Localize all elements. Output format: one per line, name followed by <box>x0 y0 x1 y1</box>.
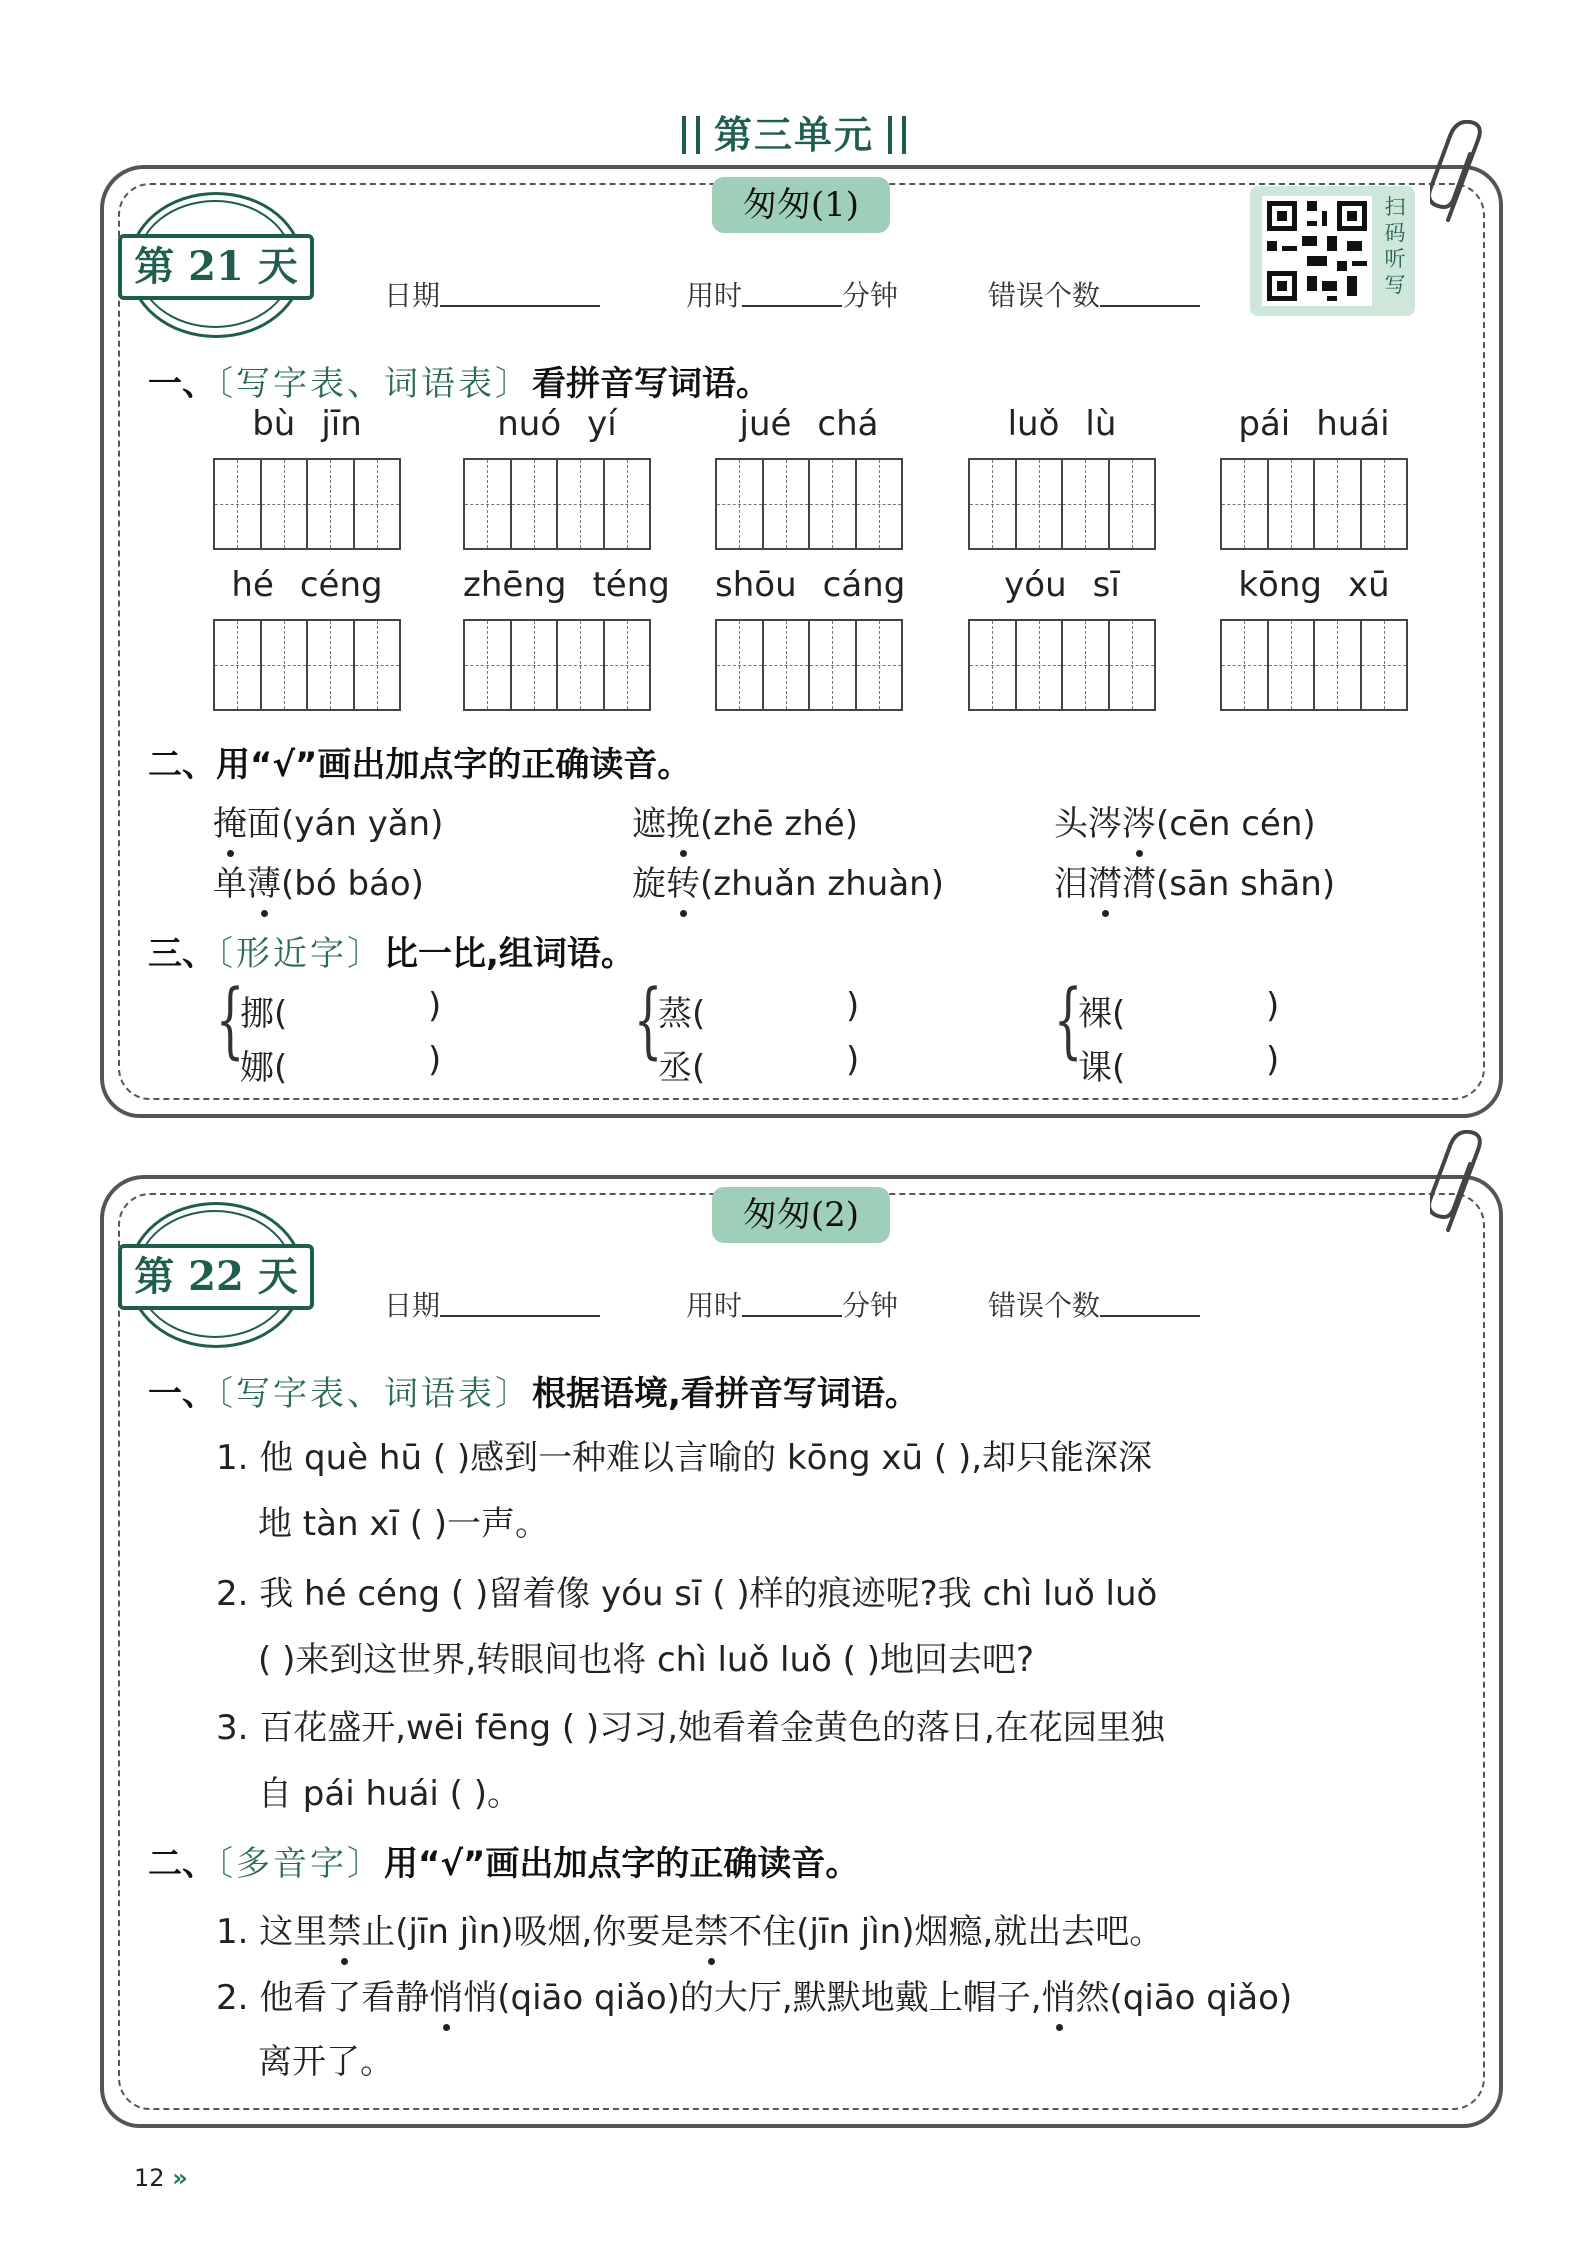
question-tag: 〔写字表、词语表〕 <box>216 364 532 404</box>
writing-grid[interactable] <box>463 619 651 711</box>
choice-text: (cēn cén) <box>1156 804 1316 844</box>
grid-cell[interactable] <box>1017 460 1064 548</box>
chevron-right-icon: » <box>172 2164 188 2192</box>
pinyin-label <box>213 565 401 605</box>
sentence-text: 止(jīn jìn)吸烟,你要是 <box>361 1912 695 1952</box>
context-line: 2. 我 hé céng ( )留着像 yóu sī ( )样的痕迹呢?我 chì luǒ luǒ <box>216 1574 1158 1614</box>
choice-text: 泪 <box>1054 864 1088 904</box>
context-line: 自 pái huái ( )。 <box>258 1774 522 1814</box>
pinyin-syllable: jué <box>739 404 792 444</box>
grid-cell[interactable] <box>558 621 605 709</box>
grid-cell[interactable] <box>465 621 512 709</box>
minutes-label: 分钟 <box>842 279 899 312</box>
grid-cell[interactable] <box>215 460 262 548</box>
grid-cell[interactable] <box>1110 621 1155 709</box>
sentence-text: 1. 这里 <box>216 1912 328 1952</box>
pair-top-char: 蒸( <box>658 994 706 1034</box>
grid-cell[interactable] <box>764 460 811 548</box>
grid-cell[interactable] <box>1017 621 1064 709</box>
pinyin-syllable: luǒ <box>1007 404 1060 444</box>
pinyin-syllable: bù <box>252 404 296 444</box>
page-number <box>134 2164 188 2192</box>
question-number: 二、 <box>148 745 216 785</box>
choice-text: 单 <box>213 864 247 904</box>
date-blank[interactable] <box>440 1289 600 1317</box>
question-tag: 〔多音字〕 <box>216 1844 384 1884</box>
grid-cell[interactable] <box>810 460 857 548</box>
question-number: 三、 <box>148 934 216 974</box>
pair-bottom-char: 丞( <box>658 1048 706 1088</box>
day-label: 第 22 天 <box>118 1244 314 1310</box>
grid-cell[interactable] <box>764 621 811 709</box>
grid-cell[interactable] <box>1063 621 1110 709</box>
grid-cell[interactable] <box>355 621 400 709</box>
choice-text: 遮 <box>632 804 666 844</box>
sentence-text: 不住(jīn jìn)烟瘾,就出去吧。 <box>728 1912 1164 1952</box>
writing-grid[interactable] <box>968 619 1156 711</box>
lesson-tab: 匆匆(2) <box>712 1187 890 1243</box>
errors-blank[interactable] <box>1100 1289 1200 1317</box>
pinyin-syllable: zhēng <box>463 565 567 605</box>
question-2-title <box>148 1836 859 1885</box>
writing-grid[interactable] <box>968 458 1156 550</box>
question-number: 二、 <box>148 1844 216 1884</box>
day-badge <box>128 192 298 332</box>
grid-cell[interactable] <box>262 460 309 548</box>
pinyin-label <box>715 565 906 605</box>
writing-grid[interactable] <box>1220 619 1408 711</box>
date-field <box>384 1284 600 1324</box>
polyphone-sentence-1 <box>216 1904 1163 1953</box>
context-line: 3. 百花盛开,wēi fēng ( )习习,她看着金黄色的落日,在花园里独 <box>216 1708 1165 1748</box>
choice-text: (zhuǎn zhuàn) <box>700 864 944 904</box>
dotted-char: 禁 <box>694 1904 728 1953</box>
question-text: 用“√”画出加点字的正确读音。 <box>384 1844 860 1884</box>
answer-blank[interactable] <box>1128 990 1258 1030</box>
reading-choice-item <box>213 796 443 845</box>
grid-cell[interactable] <box>1362 621 1407 709</box>
pair-bottom-char: 娜( <box>240 1048 288 1088</box>
dotted-char: 转 <box>666 856 700 905</box>
grid-cell[interactable] <box>1315 621 1362 709</box>
dotted-char: 悄 <box>429 1970 463 2019</box>
grid-cell[interactable] <box>970 621 1017 709</box>
answer-blank[interactable] <box>290 1044 420 1084</box>
grid-cell[interactable] <box>810 621 857 709</box>
grid-cell[interactable] <box>1110 460 1155 548</box>
grid-cell[interactable] <box>1315 460 1362 548</box>
grid-cell[interactable] <box>512 621 559 709</box>
qr-code-icon[interactable] <box>1262 196 1372 306</box>
pair-bottom-char: 课( <box>1078 1048 1126 1088</box>
grid-cell[interactable] <box>262 621 309 709</box>
errors-field <box>988 1284 1200 1324</box>
pinyin-label <box>968 565 1156 605</box>
answer-blank[interactable] <box>290 990 420 1030</box>
qr-char: 听 <box>1384 247 1406 271</box>
pinyin-syllable: hé <box>231 565 274 605</box>
context-line: 地 tàn xī ( )一声。 <box>258 1504 550 1544</box>
pinyin-syllable: nuó <box>497 404 562 444</box>
qr-char: 写 <box>1384 273 1406 297</box>
pair-top-char: 裸( <box>1078 994 1126 1034</box>
date-label: 日期 <box>384 279 441 312</box>
reading-choice-item <box>1054 796 1316 845</box>
polyphone-sentence-2-cont: 离开了。 <box>258 2042 394 2082</box>
grid-cell[interactable] <box>605 621 650 709</box>
question-1-title <box>148 1366 919 1415</box>
writing-grid[interactable] <box>213 458 401 550</box>
grid-cell[interactable] <box>558 460 605 548</box>
date-label: 日期 <box>384 1289 441 1322</box>
errors-label: 错误个数 <box>988 1289 1101 1322</box>
time-label: 用时 <box>686 1289 743 1322</box>
context-line: 1. 他 què hū ( )感到一种难以言喻的 kōng xū ( ),却只能深深 <box>216 1438 1153 1478</box>
pair-close: ) <box>428 1040 442 1080</box>
choice-text: 旋 <box>632 864 666 904</box>
question-text: 根据语境,看拼音写词语。 <box>532 1374 919 1414</box>
choice-text: 面(yán yǎn) <box>247 804 444 844</box>
answer-blank[interactable] <box>708 1044 838 1084</box>
dotted-char: 潸 <box>1088 856 1122 905</box>
pinyin-syllable: huái <box>1316 404 1390 444</box>
pinyin-label <box>968 404 1156 444</box>
qr-char: 码 <box>1384 221 1406 245</box>
pinyin-syllable: jīn <box>321 404 362 444</box>
pinyin-syllable: pái <box>1238 404 1291 444</box>
sentence-text: 然(qiāo qiǎo) <box>1075 1978 1293 2018</box>
grid-cell[interactable] <box>308 460 355 548</box>
pair-close: ) <box>428 986 442 1026</box>
grid-cell[interactable] <box>717 621 764 709</box>
writing-grid[interactable] <box>715 458 903 550</box>
choice-text: (zhē zhé) <box>700 804 858 844</box>
paperclip-icon <box>1430 1130 1490 1240</box>
qr-caption <box>1382 194 1408 298</box>
context-line: ( )来到这世界,转眼间也将 chì luǒ luǒ ( )地回去吧? <box>258 1640 1035 1680</box>
errors-field <box>988 274 1200 314</box>
question-text: 比一比,组词语。 <box>384 934 635 974</box>
pinyin-label <box>213 404 401 444</box>
grid-cell[interactable] <box>308 621 355 709</box>
dotted-char: 涔 <box>1122 796 1156 845</box>
question-tag: 〔写字表、词语表〕 <box>216 1374 532 1414</box>
grid-cell[interactable] <box>465 460 512 548</box>
question-text: 用“√”画出加点字的正确读音。 <box>216 745 692 785</box>
dotted-char: 薄 <box>247 856 281 905</box>
question-text: 看拼音写词语。 <box>532 364 770 404</box>
pinyin-label <box>463 404 651 444</box>
pinyin-label <box>463 565 670 605</box>
choice-text: 潸(sān shān) <box>1122 864 1336 904</box>
pinyin-syllable: lù <box>1085 404 1117 444</box>
grid-cell[interactable] <box>1063 460 1110 548</box>
question-3-title <box>148 926 635 975</box>
choice-text: (bó báo) <box>281 864 424 904</box>
pair-close: ) <box>1266 1040 1280 1080</box>
pinyin-label <box>1220 404 1408 444</box>
grid-cell[interactable] <box>857 621 902 709</box>
choice-text: 头涔 <box>1054 804 1122 844</box>
grid-cell[interactable] <box>215 621 262 709</box>
grid-cell[interactable] <box>1222 621 1269 709</box>
date-field <box>384 274 600 314</box>
brace-icon: { <box>1053 973 1083 1068</box>
time-blank[interactable] <box>742 1289 842 1317</box>
polyphone-sentence-2 <box>216 1970 1292 2019</box>
question-tag: 〔形近字〕 <box>216 934 384 974</box>
writing-grid[interactable] <box>1220 458 1408 550</box>
question-1-title <box>148 356 770 405</box>
grid-cell[interactable] <box>1222 460 1269 548</box>
unit-title-text: 第三单元 <box>713 112 874 157</box>
date-blank[interactable] <box>440 279 600 307</box>
grid-cell[interactable] <box>605 460 650 548</box>
time-label: 用时 <box>686 279 743 312</box>
pinyin-label <box>1220 565 1408 605</box>
reading-choice-item <box>1054 856 1335 905</box>
grid-cell[interactable] <box>970 460 1017 548</box>
pinyin-syllable: xū <box>1347 565 1390 605</box>
pinyin-syllable: yóu <box>1004 565 1067 605</box>
minutes-label: 分钟 <box>842 1289 899 1322</box>
day-badge <box>128 1202 298 1342</box>
reading-choice-item <box>632 796 858 845</box>
pair-close: ) <box>846 986 860 1026</box>
writing-grid[interactable] <box>715 619 903 711</box>
dotted-char: 掩 <box>213 796 247 845</box>
time-blank[interactable] <box>742 279 842 307</box>
time-field <box>686 1284 898 1324</box>
pinyin-syllable: chá <box>817 404 879 444</box>
pinyin-syllable: kōng <box>1238 565 1322 605</box>
question-number: 一、 <box>148 364 216 404</box>
reading-choice-item <box>213 856 424 905</box>
day-label: 第 21 天 <box>118 234 314 300</box>
pinyin-syllable: cáng <box>822 565 906 605</box>
pinyin-syllable: shōu <box>715 565 797 605</box>
grid-cell[interactable] <box>1269 460 1316 548</box>
pair-close: ) <box>846 1040 860 1080</box>
grid-cell[interactable] <box>717 460 764 548</box>
dotted-char: 禁 <box>327 1904 361 1953</box>
sentence-text: 2. 他看了看静 <box>216 1978 430 2018</box>
grid-cell[interactable] <box>1269 621 1316 709</box>
errors-label: 错误个数 <box>988 279 1101 312</box>
errors-blank[interactable] <box>1100 279 1200 307</box>
dotted-char: 挽 <box>666 796 700 845</box>
reading-choice-item <box>632 856 944 905</box>
unit-title <box>0 104 1588 159</box>
brace-icon: { <box>633 973 663 1068</box>
grid-cell[interactable] <box>512 460 559 548</box>
pinyin-syllable: téng <box>592 565 670 605</box>
pinyin-syllable: céng <box>299 565 383 605</box>
answer-blank[interactable] <box>708 990 838 1030</box>
writing-grid[interactable] <box>213 619 401 711</box>
dotted-char: 悄 <box>1042 1970 1076 2019</box>
writing-grid[interactable] <box>463 458 651 550</box>
question-2-title <box>148 737 691 786</box>
title-bars-right <box>888 116 906 154</box>
time-field <box>686 274 898 314</box>
answer-blank[interactable] <box>1128 1044 1258 1084</box>
pinyin-syllable: sī <box>1092 565 1120 605</box>
grid-cell[interactable] <box>1362 460 1407 548</box>
grid-cell[interactable] <box>355 460 400 548</box>
brace-icon: { <box>215 973 245 1068</box>
pair-close: ) <box>1266 986 1280 1026</box>
qr-char: 扫 <box>1384 195 1406 219</box>
qr-panel <box>1250 186 1415 316</box>
pair-top-char: 挪( <box>240 994 288 1034</box>
title-bars-left <box>682 116 700 154</box>
pinyin-syllable: yí <box>587 404 617 444</box>
pinyin-label <box>715 404 903 444</box>
paperclip-icon <box>1430 120 1490 230</box>
sentence-text: 悄(qiāo qiǎo)的大厅,默默地戴上帽子, <box>463 1978 1042 2018</box>
page-number-text: 12 <box>134 2164 165 2192</box>
grid-cell[interactable] <box>857 460 902 548</box>
lesson-tab: 匆匆(1) <box>712 177 890 233</box>
question-number: 一、 <box>148 1374 216 1414</box>
